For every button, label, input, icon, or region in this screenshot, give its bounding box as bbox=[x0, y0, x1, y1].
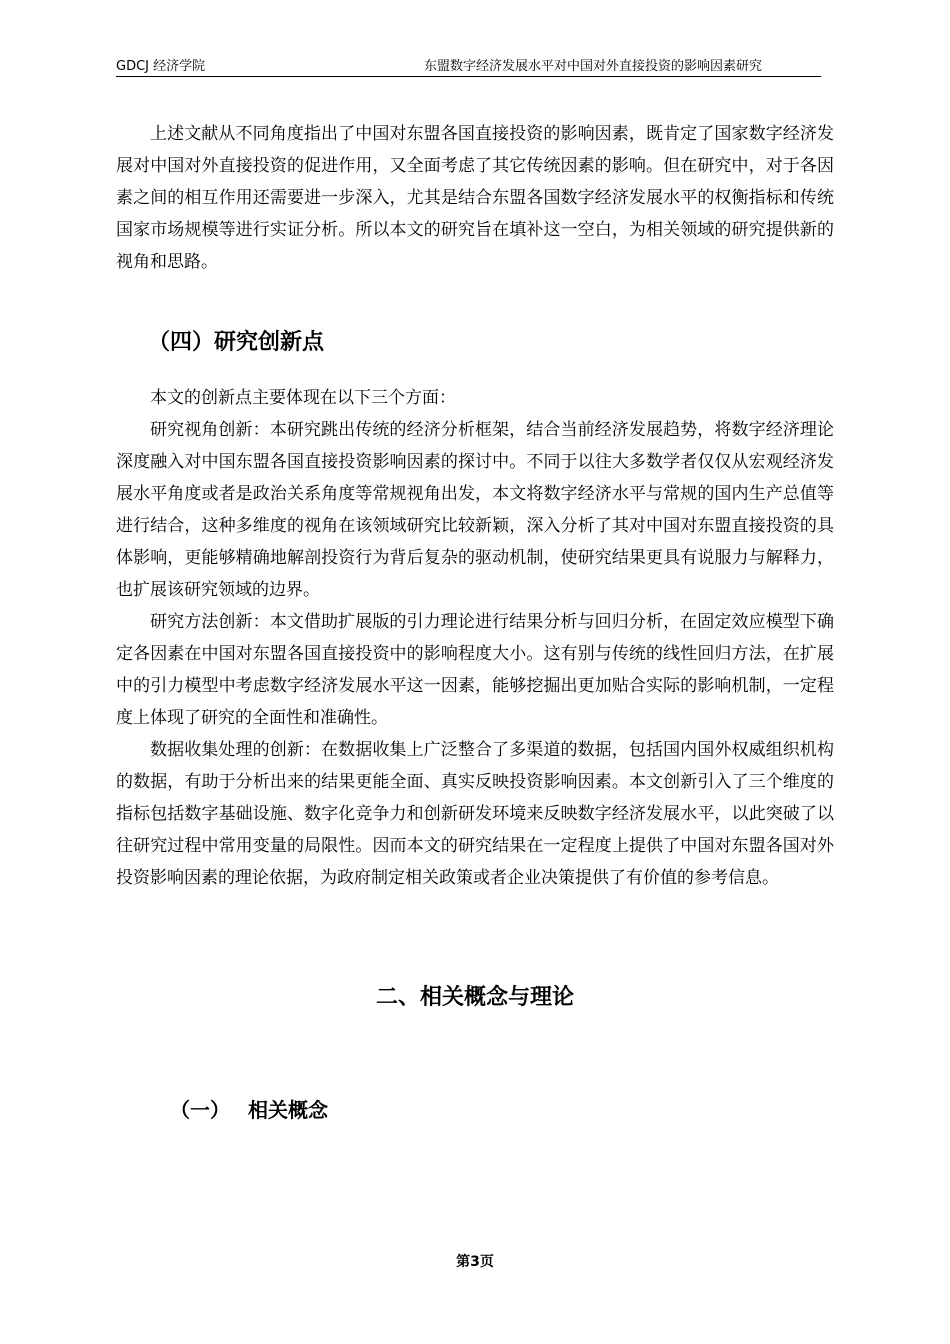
paragraph-perspective-innovation: 研究视角创新：本研究跳出传统的经济分析框架，结合当前经济发展趋势，将数字经济理论深度融入对中国东盟各国直接投资影响因素的探讨中。不同于以往大多数学者仅仅从宏观经济发展水平角度或者是政治关系角度等常规视角出发，本文将数字经济水平与常规的国内生产总值等进行结合，这种多维度的视角在该领域研究比较新颖，深入分析了其对中国对东盟直接投资的具体影响，更能够精确地解剖投资行为背后复杂的驱动机制，使研究结果更具有说服力与解释力，也扩展该研究领域的边界。 bbox=[116, 420, 834, 600]
chapter-heading: 二、相关概念与理论 bbox=[375, 985, 574, 1010]
page-number: 第3页 bbox=[456, 1254, 494, 1270]
paragraph-data-innovation: 数据收集处理的创新：在数据收集上广泛整合了多渠道的数据，包括国内国外权威组织机构的数据，有助于分析出来的结果更能全面、真实反映投资影响因素。本文创新引入了三个维度的指标包括数字基础设施、数字化竞争力和创新研发环境来反映数字经济发展水平，以此突破了以往研究过程中常用变量的局限性。因而本文的研究结果在一定程度上提供了中国对东盟各国对外投资影响因素的理论依据，为政府制定相关政策或者企业决策提供了有价值的参考信息。 bbox=[116, 740, 834, 888]
paragraph-method-innovation: 研究方法创新：本文借助扩展版的引力理论进行结果分析与回归分析，在固定效应模型下确定各因素在中国对东盟各国直接投资中的影响程度大小。这有别与传统的线性回归方法，在扩展中的引力模型中考虑数字经济发展水平这一因素，能够挖掘出更加贴合实际的影响机制，一定程度上体现了研究的全面性和准确性。 bbox=[116, 612, 834, 728]
paragraph-literature-summary: 上述文献从不同角度指出了中国对东盟各国直接投资的影响因素，既肯定了国家数字经济发展对中国对外直接投资的促进作用，又全面考虑了其它传统因素的影响。但在研究中，对于各因素之间的相互作用还需要进一步深入，尤其是结合东盟各国数字经济发展水平的权衡指标和传统国家市场规模等进行实证分析。所以本文的研究旨在填补这一空白，为相关领域的研究提供新的视角和思路。 bbox=[116, 124, 834, 272]
header-paper-title: 东盟数字经济发展水平对中国对外直接投资的影响因素研究 bbox=[423, 59, 762, 74]
header-divider bbox=[116, 76, 821, 77]
section-heading bbox=[170, 1093, 328, 1127]
header-school: GDCJ 经济学院 bbox=[116, 59, 206, 74]
paragraph-innovation-intro: 本文的创新点主要体现在以下三个方面： bbox=[150, 388, 456, 408]
heading-research-innovation: （四）研究创新点 bbox=[148, 330, 325, 355]
section-title: 相关概念 bbox=[248, 1098, 328, 1122]
section-number: （一） bbox=[170, 1098, 230, 1122]
